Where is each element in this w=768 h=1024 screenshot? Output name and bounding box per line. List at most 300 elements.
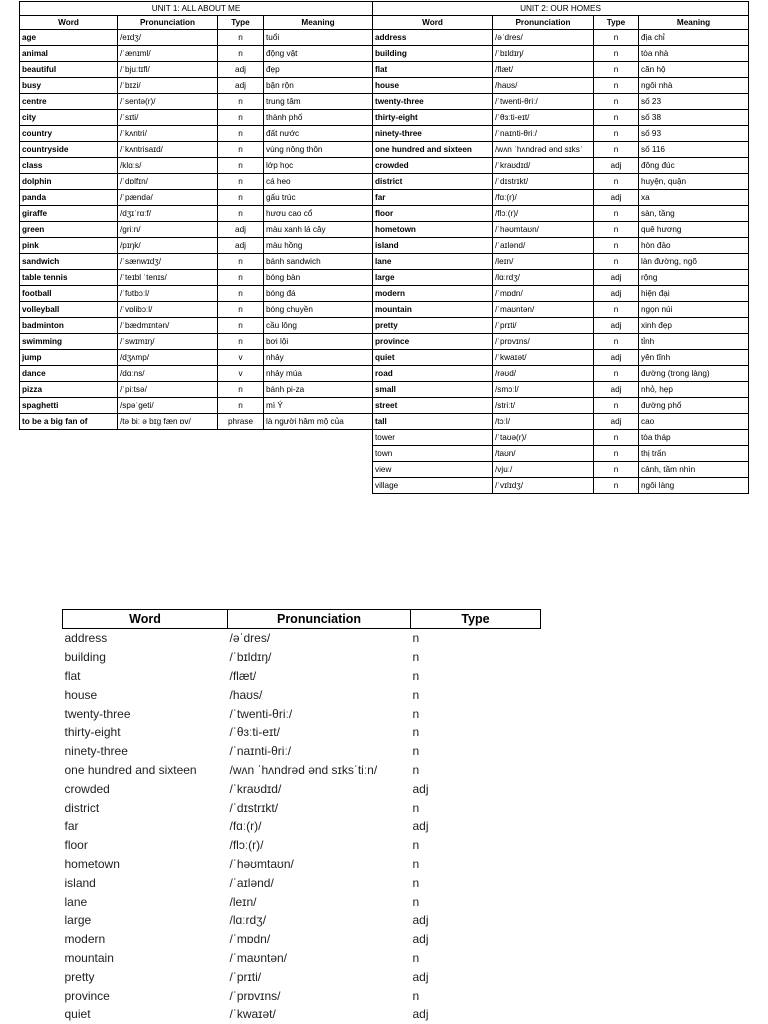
unit1-cell-word: country: [20, 126, 118, 142]
unit1-cell-meaning: bóng đá: [264, 286, 373, 302]
unit1-cell-pron: /ˈteɪbl ˈtenɪs/: [118, 270, 218, 286]
unit1-row: [20, 110, 373, 126]
extract-cell-word: large: [64, 913, 92, 928]
unit2-cell-word: house: [373, 78, 493, 94]
unit2-cell-pron: /fɑː(r)/: [493, 190, 594, 206]
extract-cell-type: adj: [412, 969, 429, 984]
extract-row: [63, 1005, 541, 1024]
unit2-row: [373, 94, 749, 110]
extract-row: [63, 930, 541, 949]
unit2-cell-type: adj: [594, 270, 639, 286]
extract-cell-word: flat: [64, 668, 81, 683]
unit1-cell-type: n: [218, 126, 264, 142]
unit2-row: [373, 350, 749, 366]
unit2-cell-pron: /ˈdɪstrɪkt/: [493, 174, 594, 190]
unit1-row: [20, 46, 373, 62]
unit1-cell-type: n: [218, 254, 264, 270]
unit1-cell-pron: /dʒʌmp/: [118, 350, 218, 366]
unit2-cell-meaning: huyện, quận: [639, 174, 749, 190]
unit2-cell-pron: /ˈhəʊmtaʊn/: [493, 222, 594, 238]
extract-cell-pron: /ˈdɪstrɪkt/: [229, 800, 279, 815]
unit1-cell-meaning: bơi lội: [264, 334, 373, 350]
unit2-cell-type: n: [594, 398, 639, 414]
extract-cell-word: one hundred and sixteen: [64, 762, 197, 777]
unit1-cell-pron: /pɪŋk/: [118, 238, 218, 254]
unit2-row: [373, 46, 749, 62]
extract-cell-type: n: [412, 687, 420, 702]
unit2-cell-pron: /leɪn/: [493, 254, 594, 270]
unit2-cell-pron: /rəʊd/: [493, 366, 594, 382]
unit1-cell-meaning: mì Ý: [264, 398, 373, 414]
unit2-cell-meaning: cao: [639, 414, 749, 430]
unit1-header-meaning: Meaning: [264, 16, 373, 30]
unit2-cell-meaning: đường phố: [639, 398, 749, 414]
unit2-cell-meaning: sàn, tầng: [639, 206, 749, 222]
unit2-header-meaning: Meaning: [639, 16, 749, 30]
unit1-cell-meaning: nhảy múa: [264, 366, 373, 382]
extract-row: [63, 967, 541, 986]
unit2-row: [373, 334, 749, 350]
unit2-cell-meaning: ngọn núi: [639, 302, 749, 318]
unit2-cell-word: large: [373, 270, 493, 286]
unit1-cell-pron: /ɡriːn/: [118, 222, 218, 238]
unit1-cell-pron: /ˈbædmɪntən/: [118, 318, 218, 334]
unit2-cell-word: village: [373, 478, 493, 494]
unit1-cell-meaning: nhảy: [264, 350, 373, 366]
extract-cell-type: n: [412, 668, 420, 683]
extract-row: [63, 704, 541, 723]
extract-cell-pron: /ˈmaʊntən/: [229, 950, 288, 965]
unit2-cell-type: n: [594, 430, 639, 446]
unit2-cell-meaning: tỉnh: [639, 334, 749, 350]
extract-row: [63, 667, 541, 686]
unit2-cell-pron: /ˈkwaɪət/: [493, 350, 594, 366]
unit1-header-type: Type: [218, 16, 264, 30]
extract-row: [63, 685, 541, 704]
unit1-cell-type: n: [218, 302, 264, 318]
extract-cell-type: adj: [412, 781, 429, 796]
unit2-cell-meaning: số 23: [639, 94, 749, 110]
unit1-cell-meaning: tuổi: [264, 30, 373, 46]
unit1-cell-pron: /ˈdɒlfɪn/: [118, 174, 218, 190]
unit2-cell-type: n: [594, 446, 639, 462]
extract-row: [63, 648, 541, 667]
unit1-cell-pron: /ˈvɒlibɔːl/: [118, 302, 218, 318]
unit1-cell-type: n: [218, 286, 264, 302]
unit2-cell-word: tower: [373, 430, 493, 446]
unit2-cell-pron: /striːt/: [493, 398, 594, 414]
unit1-cell-type: n: [218, 398, 264, 414]
unit2-cell-type: n: [594, 334, 639, 350]
unit1-row: [20, 30, 373, 46]
unit1-row: [20, 302, 373, 318]
unit1-cell-pron: /ˈkʌntri/: [118, 126, 218, 142]
extract-cell-word: crowded: [64, 781, 110, 796]
extract-cell-word: twenty-three: [64, 706, 131, 721]
unit1-row: [20, 174, 373, 190]
unit2-cell-type: n: [594, 462, 639, 478]
extract-cell-pron: /ˈtwenti-θriː/: [229, 706, 293, 721]
unit2-row: [373, 110, 749, 126]
unit1-row: [20, 190, 373, 206]
extract-cell-pron: /ˈnaɪnti-θriː/: [229, 744, 292, 759]
unit2-cell-word: hometown: [373, 222, 493, 238]
unit2-cell-word: twenty-three: [373, 94, 493, 110]
unit1-row: [20, 286, 373, 302]
unit2-cell-type: adj: [594, 382, 639, 398]
unit2-header-pronunciation: Pronunciation: [493, 16, 594, 30]
unit2-cell-type: n: [594, 366, 639, 382]
unit1-cell-meaning: động vật: [264, 46, 373, 62]
extract-cell-pron: /ˈmɒdn/: [229, 932, 271, 947]
unit1-cell-meaning: hươu cao cổ: [264, 206, 373, 222]
unit1-cell-word: table tennis: [20, 270, 118, 286]
extract-cell-word: hometown: [64, 856, 120, 871]
unit1-cell-word: age: [20, 30, 118, 46]
unit2-cell-type: n: [594, 142, 639, 158]
unit1-row: [20, 254, 373, 270]
unit2-cell-word: island: [373, 238, 493, 254]
unit2-cell-meaning: rộng: [639, 270, 749, 286]
unit2-row: [373, 62, 749, 78]
extract-cell-pron: /haʊs/: [229, 687, 263, 702]
unit1-cell-word: busy: [20, 78, 118, 94]
extract-row: [63, 742, 541, 761]
unit1-cell-meaning: bóng bàn: [264, 270, 373, 286]
unit1-cell-word: dolphin: [20, 174, 118, 190]
extract-cell-word: thirty-eight: [64, 725, 121, 740]
unit1-cell-type: v: [218, 366, 264, 382]
extract-cell-word: far: [64, 819, 79, 834]
unit2-row: [373, 158, 749, 174]
unit1-cell-pron: /dɑːns/: [118, 366, 218, 382]
unit2-cell-word: province: [373, 334, 493, 350]
unit2-row: [373, 462, 749, 478]
unit1-row: [20, 366, 373, 382]
unit1-row: [20, 238, 373, 254]
extract-cell-pron: /leɪn/: [229, 894, 257, 909]
unit2-cell-word: small: [373, 382, 493, 398]
unit1-cell-word: volleyball: [20, 302, 118, 318]
unit1-cell-word: spaghetti: [20, 398, 118, 414]
unit2-cell-type: n: [594, 174, 639, 190]
unit2-row: [373, 270, 749, 286]
unit1-cell-pron: /tə biː ə bɪɡ fæn ɒv/: [118, 414, 218, 430]
unit2-cell-type: adj: [594, 350, 639, 366]
unit2-cell-pron: /wʌn ˈhʌndrəd ənd sɪksˈ: [493, 142, 594, 158]
unit2-row: [373, 318, 749, 334]
unit1-row: [20, 126, 373, 142]
extract-cell-type: n: [412, 631, 420, 646]
unit2-cell-word: building: [373, 46, 493, 62]
extract-vocab-table: [62, 609, 541, 1024]
extract-row: [63, 911, 541, 930]
unit2-cell-meaning: số 93: [639, 126, 749, 142]
unit1-cell-pron: /eɪdʒ/: [118, 30, 218, 46]
unit2-cell-type: n: [594, 206, 639, 222]
unit2-cell-type: n: [594, 222, 639, 238]
extract-cell-pron: /ˈprɪti/: [229, 969, 262, 984]
extract-row: [63, 798, 541, 817]
unit2-cell-pron: /ˈmɒdn/: [493, 286, 594, 302]
unit2-cell-pron: /haʊs/: [493, 78, 594, 94]
unit2-cell-meaning: hòn đảo: [639, 238, 749, 254]
unit2-cell-type: n: [594, 126, 639, 142]
unit2-cell-meaning: cảnh, tầm nhìn: [639, 462, 749, 478]
unit1-cell-meaning: cầu lông: [264, 318, 373, 334]
extract-row: [63, 817, 541, 836]
unit2-cell-pron: /lɑːrdʒ/: [493, 270, 594, 286]
unit2-cell-type: n: [594, 30, 639, 46]
unit2-cell-pron: /vjuː/: [493, 462, 594, 478]
extract-cell-pron: /ˈprɒvɪns/: [229, 988, 281, 1003]
unit2-cell-word: street: [373, 398, 493, 414]
unit1-cell-pron: /ˈsɪti/: [118, 110, 218, 126]
extract-row: [63, 723, 541, 742]
unit2-title: UNIT 2: OUR HOMES: [373, 2, 749, 16]
unit2-cell-word: flat: [373, 62, 493, 78]
unit2-cell-word: floor: [373, 206, 493, 222]
unit2-row: [373, 398, 749, 414]
extract-cell-type: adj: [412, 932, 429, 947]
unit2-row: [373, 30, 749, 46]
unit2-cell-pron: /flæt/: [493, 62, 594, 78]
unit1-cell-pron: /ˈænɪml/: [118, 46, 218, 62]
unit1-row: [20, 78, 373, 94]
unit2-header-word: Word: [373, 16, 493, 30]
unit2-cell-meaning: căn hộ: [639, 62, 749, 78]
unit1-title: UNIT 1: ALL ABOUT ME: [20, 2, 373, 16]
unit2-cell-meaning: đông đúc: [639, 158, 749, 174]
unit1-cell-type: n: [218, 174, 264, 190]
unit1-cell-word: centre: [20, 94, 118, 110]
unit2-cell-pron: /ˈtaʊə(r)/: [493, 430, 594, 446]
unit1-header-word: Word: [20, 16, 118, 30]
unit1-row: [20, 350, 373, 366]
unit1-cell-word: class: [20, 158, 118, 174]
unit2-cell-meaning: làn đường, ngõ: [639, 254, 749, 270]
extract-cell-type: adj: [412, 913, 429, 928]
unit2-row: [373, 302, 749, 318]
extract-row: [63, 892, 541, 911]
unit1-cell-type: adj: [218, 222, 264, 238]
unit1-row: [20, 270, 373, 286]
extract-row: [63, 779, 541, 798]
unit2-row: [373, 254, 749, 270]
unit2-cell-word: far: [373, 190, 493, 206]
unit2-cell-type: n: [594, 254, 639, 270]
extract-cell-type: n: [412, 875, 420, 890]
unit1-cell-word: football: [20, 286, 118, 302]
extract-cell-word: address: [64, 631, 108, 646]
extract-cell-word: district: [64, 800, 100, 815]
unit1-cell-type: adj: [218, 238, 264, 254]
extract-row: [63, 836, 541, 855]
extract-cell-word: island: [64, 875, 96, 890]
unit2-cell-word: road: [373, 366, 493, 382]
unit2-cell-meaning: yên tĩnh: [639, 350, 749, 366]
unit2-cell-word: modern: [373, 286, 493, 302]
extract-cell-pron: /fɑː(r)/: [229, 819, 262, 834]
unit2-cell-pron: /ˈprɒvɪns/: [493, 334, 594, 350]
unit2-cell-type: n: [594, 302, 639, 318]
unit1-cell-word: pizza: [20, 382, 118, 398]
unit2-cell-type: n: [594, 94, 639, 110]
unit1-row: [20, 158, 373, 174]
unit2-row: [373, 142, 749, 158]
unit2-cell-meaning: tòa nhà: [639, 46, 749, 62]
unit1-cell-type: adj: [218, 78, 264, 94]
unit1-cell-meaning: vùng nông thôn: [264, 142, 373, 158]
extract-header-word: Word: [63, 610, 228, 629]
extract-cell-type: n: [412, 650, 420, 665]
unit1-cell-meaning: lớp học: [264, 158, 373, 174]
extract-cell-word: modern: [64, 932, 106, 947]
unit2-cell-meaning: đường (trong làng): [639, 366, 749, 382]
unit1-cell-type: adj: [218, 62, 264, 78]
unit2-cell-word: quiet: [373, 350, 493, 366]
unit1-cell-type: n: [218, 94, 264, 110]
unit1-row: [20, 398, 373, 414]
unit2-cell-pron: /ˈaɪlənd/: [493, 238, 594, 254]
unit2-cell-meaning: thị trấn: [639, 446, 749, 462]
unit1-cell-pron: /ˈbɪzi/: [118, 78, 218, 94]
unit2-row: [373, 382, 749, 398]
unit2-cell-type: adj: [594, 318, 639, 334]
unit1-cell-type: n: [218, 142, 264, 158]
unit2-row: [373, 238, 749, 254]
extract-cell-word: house: [64, 687, 98, 702]
unit1-row: [20, 414, 373, 430]
unit1-cell-meaning: bánh pi-za: [264, 382, 373, 398]
extract-cell-pron: /ˈhəʊmtaʊn/: [229, 856, 294, 871]
unit2-cell-pron: /ˈvɪlɪdʒ/: [493, 478, 594, 494]
unit1-cell-meaning: bóng chuyền: [264, 302, 373, 318]
unit2-row: [373, 190, 749, 206]
unit2-cell-pron: /ˈkraʊdɪd/: [493, 158, 594, 174]
extract-cell-word: lane: [64, 894, 88, 909]
unit1-cell-pron: /dʒɪˈrɑːf/: [118, 206, 218, 222]
unit2-cell-pron: /əˈdres/: [493, 30, 594, 46]
unit1-row: [20, 334, 373, 350]
extract-cell-type: n: [412, 744, 420, 759]
extract-row: [63, 986, 541, 1005]
unit1-cell-meaning: màu xanh lá cây: [264, 222, 373, 238]
unit1-cell-word: to be a big fan of: [20, 414, 118, 430]
unit1-row: [20, 222, 373, 238]
extract-row: [63, 629, 541, 648]
unit2-cell-pron: /ˈnaɪnti-θriː/: [493, 126, 594, 142]
unit1-cell-word: panda: [20, 190, 118, 206]
unit2-cell-type: adj: [594, 190, 639, 206]
extract-cell-pron: /wʌn ˈhʌndrəd ənd sɪksˈtiːn/: [229, 762, 378, 777]
unit2-cell-type: n: [594, 62, 639, 78]
unit1-cell-type: n: [218, 382, 264, 398]
extract-cell-type: adj: [412, 819, 429, 834]
unit2-cell-type: adj: [594, 414, 639, 430]
extract-cell-pron: /ˈaɪlənd/: [229, 875, 274, 890]
unit1-cell-pron: /ˈpiːtsə/: [118, 382, 218, 398]
unit2-cell-word: town: [373, 446, 493, 462]
unit2-cell-meaning: tòa tháp: [639, 430, 749, 446]
unit2-row: [373, 286, 749, 302]
unit2-cell-pron: /ˈbɪldɪŋ/: [493, 46, 594, 62]
unit1-cell-meaning: gấu trúc: [264, 190, 373, 206]
unit1-row: [20, 62, 373, 78]
unit1-cell-pron: /klɑːs/: [118, 158, 218, 174]
extract-cell-type: adj: [412, 1007, 429, 1022]
unit1-cell-type: n: [218, 110, 264, 126]
extract-cell-type: n: [412, 856, 420, 871]
unit2-cell-pron: /ˈprɪti/: [493, 318, 594, 334]
unit1-cell-word: beautiful: [20, 62, 118, 78]
unit1-cell-pron: /ˈbjuːtɪfl/: [118, 62, 218, 78]
extract-cell-word: mountain: [64, 950, 114, 965]
extract-header-pronunciation: Pronunciation: [228, 610, 411, 629]
unit1-row: [20, 382, 373, 398]
unit1-cell-pron: /ˈpændə/: [118, 190, 218, 206]
extract-cell-type: n: [412, 762, 420, 777]
extract-cell-type: n: [412, 706, 420, 721]
unit1-cell-word: swimming: [20, 334, 118, 350]
extract-cell-type: n: [412, 988, 420, 1003]
unit1-row: [20, 142, 373, 158]
extract-cell-word: province: [64, 988, 110, 1003]
unit2-cell-pron: /taʊn/: [493, 446, 594, 462]
unit2-vocab-table: [372, 1, 749, 494]
unit2-cell-pron: /ˈθɜːti-eɪt/: [493, 110, 594, 126]
extract-row: [63, 873, 541, 892]
extract-cell-type: n: [412, 950, 420, 965]
unit1-cell-meaning: là người hâm mộ của: [264, 414, 373, 430]
unit1-cell-type: n: [218, 270, 264, 286]
extract-cell-pron: /flɔː(r)/: [229, 838, 264, 853]
unit2-cell-meaning: số 38: [639, 110, 749, 126]
unit1-cell-type: n: [218, 30, 264, 46]
unit1-row: [20, 206, 373, 222]
unit1-cell-word: city: [20, 110, 118, 126]
extract-cell-type: n: [412, 800, 420, 815]
unit1-cell-meaning: cá heo: [264, 174, 373, 190]
unit1-cell-meaning: bánh sandwich: [264, 254, 373, 270]
extract-cell-pron: /ˈkraʊdɪd/: [229, 781, 282, 796]
unit1-cell-meaning: trung tâm: [264, 94, 373, 110]
unit2-cell-word: address: [373, 30, 493, 46]
unit2-cell-meaning: nhỏ, hẹp: [639, 382, 749, 398]
unit1-cell-pron: /ˈsænwɪdʒ/: [118, 254, 218, 270]
extract-cell-pron: /lɑːrdʒ/: [229, 913, 267, 928]
unit1-cell-pron: /ˈfʊtbɔːl/: [118, 286, 218, 302]
unit1-header-pronunciation: Pronunciation: [118, 16, 218, 30]
unit2-cell-pron: /smɔːl/: [493, 382, 594, 398]
extract-cell-word: pretty: [64, 969, 95, 984]
unit1-cell-meaning: đất nước: [264, 126, 373, 142]
unit1-cell-word: animal: [20, 46, 118, 62]
unit2-cell-meaning: hiện đại: [639, 286, 749, 302]
unit1-cell-word: sandwich: [20, 254, 118, 270]
extract-cell-pron: /əˈdres/: [229, 631, 271, 646]
unit1-cell-word: giraffe: [20, 206, 118, 222]
unit2-cell-type: n: [594, 46, 639, 62]
extract-cell-type: n: [412, 838, 420, 853]
extract-row: [63, 855, 541, 874]
extract-cell-word: ninety-three: [64, 744, 128, 759]
unit2-cell-word: one hundred and sixteen: [373, 142, 493, 158]
unit1-cell-pron: /ˈswɪmɪŋ/: [118, 334, 218, 350]
unit1-cell-word: dance: [20, 366, 118, 382]
unit2-cell-word: ninety-three: [373, 126, 493, 142]
unit1-cell-meaning: đẹp: [264, 62, 373, 78]
